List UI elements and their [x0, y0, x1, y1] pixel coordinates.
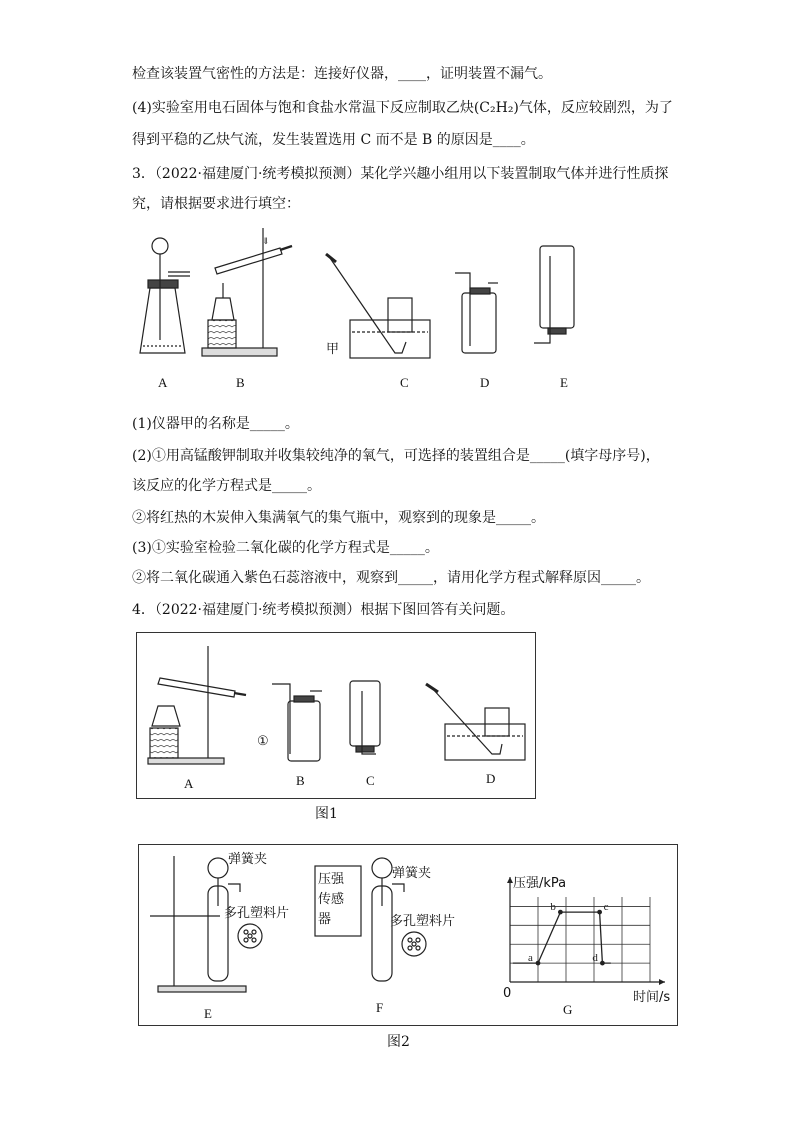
figure-2-caption: 图2	[387, 1034, 410, 1050]
chart-ylabel: 压强/kPa	[513, 876, 567, 891]
point-label-d: d	[592, 952, 598, 965]
sensor-line-3: 器	[318, 912, 332, 927]
label-jia: 甲	[326, 342, 340, 357]
fig1-label-a: A	[184, 776, 194, 791]
label-b: B	[236, 375, 245, 390]
fig1-label-d: D	[486, 771, 496, 786]
question-1: (1)仪器甲的名称是_____。	[132, 416, 299, 432]
question-3-header: 3．（2022·福建厦门·统考模拟预测）某化学兴趣小组用以下装置制取气体并进行性质探	[132, 166, 669, 182]
label-a: A	[158, 375, 168, 390]
apparatus-figure-q3	[130, 228, 600, 398]
chart-xlabel: 时间/s	[633, 990, 671, 1005]
clip-label-e: 弹簧夹	[228, 852, 268, 867]
apparatus-b	[202, 228, 292, 356]
question-2-part-1-cont: 该反应的化学方程式是_____。	[132, 478, 321, 494]
apparatus-e	[534, 246, 574, 343]
question-2-part-1: (2)①用高锰酸钾制取并收集较纯净的氧气，可选择的装置组合是_____(填字母序号)，	[132, 448, 660, 464]
svg-text:⇓: ⇓	[262, 237, 270, 247]
apparatus-d	[455, 273, 498, 353]
question-4-part-b: 得到平稳的乙炔气流，发生装置选用 C 而不是 B 的原因是____。	[132, 132, 535, 148]
fig2-label-f: F	[376, 1000, 384, 1015]
question-4-part-a: (4)实验室用电石固体与饱和食盐水常温下反应制取乙炔(C₂H₂)气体，反应较剧烈，为了	[132, 100, 673, 116]
label-c: C	[400, 375, 409, 390]
point-label-c: c	[603, 901, 609, 914]
question-3-header-cont: 究，请根据要求进行填空：	[132, 196, 300, 212]
data-point-b	[558, 910, 563, 915]
fig2-label-e: E	[204, 1006, 212, 1021]
question-3-part-2: ②将二氧化碳通入紫色石蕊溶液中，观察到_____，请用化学方程式解释原因_____。	[132, 570, 650, 586]
sensor-line-1: 压强	[318, 872, 345, 887]
text-line-1: 检查该装置气密性的方法是：连接好仪器，____，证明装置不漏气。	[132, 66, 552, 82]
clip-label-f: 弹簧夹	[392, 866, 432, 881]
data-point-c	[597, 910, 602, 915]
plate-label-e: 多孔塑料片	[224, 906, 290, 921]
apparatus-c	[326, 254, 430, 358]
data-point-d	[600, 961, 605, 966]
label-d: D	[480, 375, 490, 390]
chart-origin: 0	[503, 986, 512, 1001]
pressure-time-chart	[500, 872, 670, 1002]
pressure-sensor	[318, 870, 344, 930]
question-4-header: 4．（2022·福建厦门·统考模拟预测）根据下图回答有关问题。	[132, 602, 515, 618]
figure-1-drawing	[140, 636, 530, 776]
fig1-label-c: C	[366, 773, 375, 788]
fig1-circle-1: ①	[257, 733, 269, 748]
x-axis-arrow	[659, 979, 665, 985]
question-3-part-1: (3)①实验室检验二氧化碳的化学方程式是_____。	[132, 540, 439, 556]
figure-1-caption: 图1	[315, 806, 338, 822]
question-2-part-2: ②将红热的木炭伸入集满氧气的集气瓶中，观察到的现象是_____。	[132, 510, 545, 526]
point-label-b: b	[550, 901, 556, 914]
fig1-label-b: B	[296, 773, 305, 788]
sensor-line-2: 传感	[318, 892, 345, 907]
data-point-a	[536, 961, 541, 966]
label-e: E	[560, 375, 568, 390]
plate-label-f: 多孔塑料片	[390, 914, 456, 929]
fig2-label-g: G	[563, 1002, 573, 1017]
apparatus-a	[140, 238, 190, 353]
point-label-a: a	[528, 952, 533, 965]
